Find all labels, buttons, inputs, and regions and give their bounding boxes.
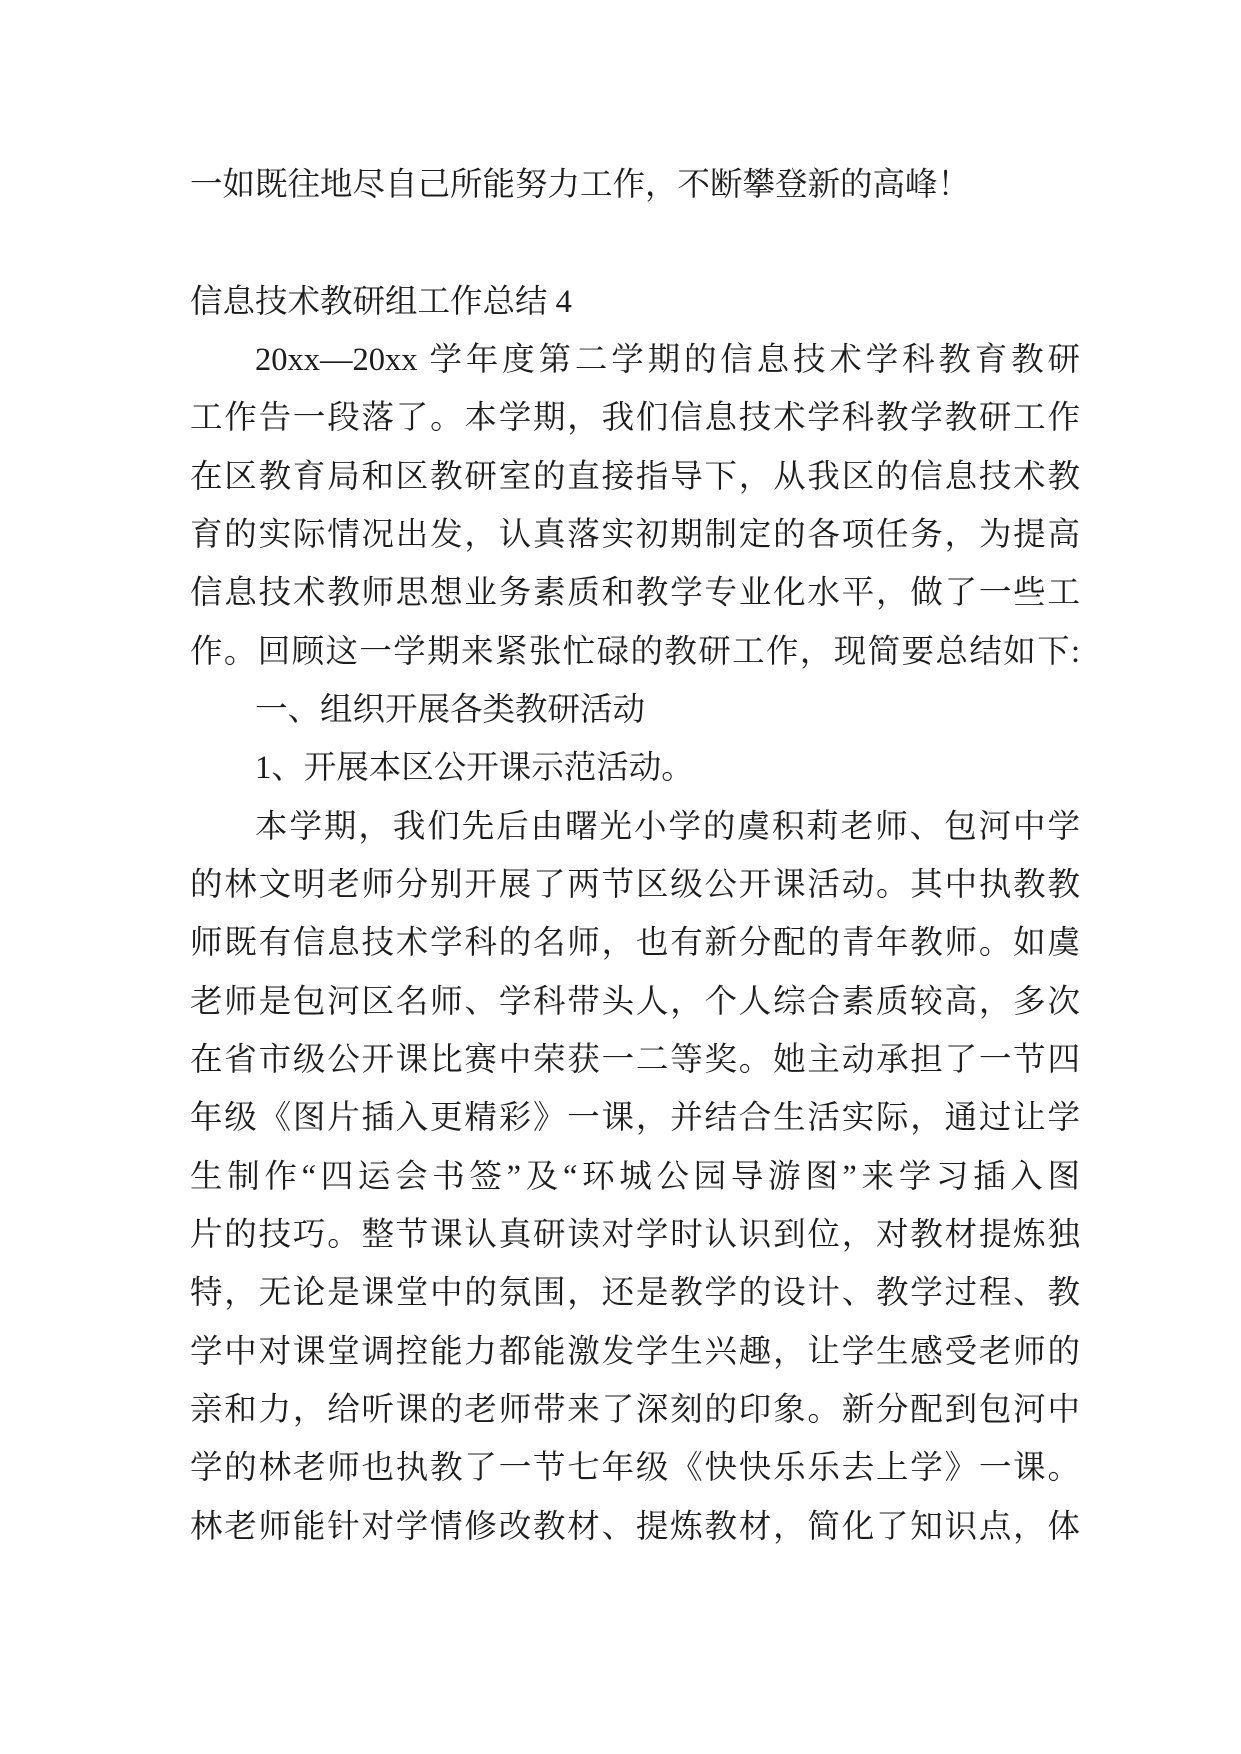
text-line: 的林文明老师分别开展了两节区级公开课活动。其中执教教 [190,866,1080,903]
page-text-column [190,156,1080,1556]
text-line: 育的实际情况出发，认真落实初期制定的各项任务，为提高 [190,516,1080,553]
text-line: 生制作“四运会书签”及“环城公园导游图”来学习插入图 [190,1158,1080,1195]
text-line: 年级《图片插入更精彩》一课，并结合生活实际，通过让学 [190,1100,1080,1137]
text-line: 在区教育局和区教研室的直接指导下，从我区的信息技术教 [190,458,1080,495]
text-line: 作。回顾这一学期来紧张忙碌的教研工作，现简要总结如下: [190,633,1080,670]
list-heading-line: 1、开展本区公开课示范活动。 [255,750,694,787]
text-line: 亲和力，给听课的老师带来了深刻的印象。新分配到包河中 [190,1391,1080,1428]
section-title: 信息技术教研组工作总结 4 [190,283,572,320]
list-heading-line: 一、组织开展各类教研活动 [255,691,646,728]
text-line: 学的林老师也执教了一节七年级《快快乐乐去上学》一课。 [190,1450,1080,1487]
text-line: 老师是包河区名师、学科带头人，个人综合素质较高，多次 [190,983,1080,1020]
text-line: 师既有信息技术学科的名师，也有新分配的青年教师。如虞 [190,925,1080,962]
text-line: 在省市级公开课比赛中荣获一二等奖。她主动承担了一节四 [190,1041,1080,1078]
blank-line [190,214,1080,272]
text-line: 学中对课堂调控能力都能激发学生兴趣，让学生感受老师的 [190,1333,1080,1370]
text-line: 特，无论是课堂中的氛围，还是教学的设计、教学过程、教 [190,1275,1080,1312]
text-line: 本学期，我们先后由曙光小学的虞积莉老师、包河中学 [255,808,1080,845]
text-line: 工作告一段落了。本学期，我们信息技术学科教学教研工作 [190,400,1080,437]
paragraph-ending-line: 一如既往地尽自己所能努力工作，不断攀登新的高峰！ [190,167,971,203]
text-line: 林老师能针对学情修改教材、提炼教材，简化了知识点，体 [190,1508,1080,1545]
text-line: 片的技巧。整节课认真研读对学时认识到位，对教材提炼独 [190,1216,1080,1253]
text-line: 20xx—20xx 学年度第二学期的信息技术学科教育教研 [255,341,1080,378]
text-line: 信息技术教师思想业务素质和教学专业化水平，做了一些工 [190,575,1080,612]
